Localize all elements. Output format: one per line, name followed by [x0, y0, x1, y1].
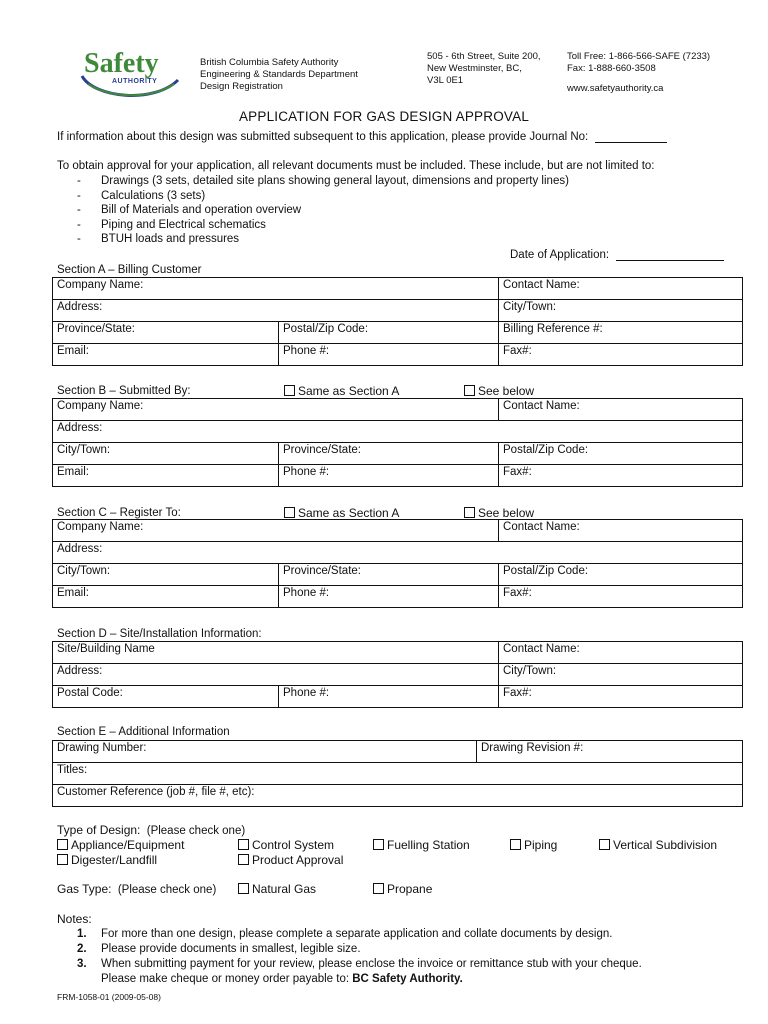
design-option-product-approval[interactable]: Product Approval — [238, 853, 343, 867]
checkbox[interactable] — [510, 839, 521, 850]
design-option-piping[interactable]: Piping — [510, 838, 557, 852]
checkbox[interactable] — [284, 507, 295, 518]
section-b-title: Section B – Submitted By: — [57, 385, 191, 397]
unit: Design Registration — [200, 81, 283, 92]
design-type-label: Type of Design: — [57, 823, 141, 837]
email-field[interactable]: Email: — [53, 465, 279, 487]
gas-option-natural-gas[interactable]: Natural Gas — [238, 882, 316, 896]
list-item: - Drawings (3 sets, detailed site plans showing general layout, dimensions and property lines) — [77, 175, 569, 187]
checkbox[interactable] — [599, 839, 610, 850]
fax-field[interactable]: Fax#: — [499, 344, 743, 366]
section-c-table — [52, 519, 743, 608]
journal-prompt: If information about this design was submitted subsequent to this application, please provide Journal No: — [57, 131, 589, 143]
design-option-digester[interactable]: Digester/Landfill — [57, 853, 157, 867]
postal-code-field[interactable]: Postal Code: — [53, 686, 279, 708]
section-d-title: Section D – Site/Installation Information: — [57, 628, 262, 640]
notes-label: Notes: — [57, 912, 92, 926]
design-option-vertical-subdivision[interactable]: Vertical Subdivision — [599, 838, 717, 852]
section-b-same-option[interactable]: Same as Section A — [284, 384, 399, 398]
date-of-application — [510, 249, 724, 261]
gas-type-hint: (Please check one) — [117, 884, 217, 896]
department: Engineering & Standards Department — [200, 69, 358, 80]
website: www.safetyauthority.ca — [567, 83, 664, 94]
company-name-field[interactable]: Company Name: — [53, 520, 499, 542]
logo — [74, 46, 186, 104]
address-line2: New Westminster, BC, — [427, 63, 522, 74]
gas-type-heading — [57, 882, 216, 896]
org-block — [200, 57, 358, 93]
list-item: 2. Please provide documents in smallest, legible size. — [77, 943, 361, 955]
section-e-title: Section E – Additional Information — [57, 726, 230, 738]
fax-field[interactable]: Fax#: — [499, 465, 743, 487]
checkbox[interactable] — [373, 883, 384, 894]
section-c-title: Section C – Register To: — [57, 507, 181, 519]
toll-free: Toll Free: 1-866-566-SAFE (7233) — [567, 51, 711, 62]
list-item: - Calculations (3 sets) — [77, 189, 206, 202]
postal-code-field[interactable]: Postal/Zip Code: — [279, 322, 499, 344]
list-item: - Piping and Electrical schematics — [77, 218, 266, 231]
checkbox[interactable] — [238, 883, 249, 894]
drawing-revision-field[interactable]: Drawing Revision #: — [477, 741, 743, 763]
journal-line — [57, 131, 667, 143]
form-id: FRM-1058-01 (2009-05-08) — [57, 992, 161, 1002]
design-option-appliance[interactable]: Appliance/Equipment — [57, 838, 184, 852]
titles-field[interactable]: Titles: — [53, 763, 743, 785]
journal-number-field[interactable] — [595, 142, 667, 143]
address-block — [427, 51, 541, 87]
contact-name-field[interactable]: Contact Name: — [499, 642, 743, 664]
contact-block — [567, 51, 710, 95]
drawing-number-field[interactable]: Drawing Number: — [53, 741, 477, 763]
contact-name-field[interactable]: Contact Name: — [499, 278, 743, 300]
list-item: 3. When submitting payment for your review, please enclose the invoice or remittance stub with your cheque. — [77, 958, 642, 970]
section-e-table — [52, 740, 743, 807]
checkbox[interactable] — [57, 839, 68, 850]
customer-reference-field[interactable]: Customer Reference (job #, file #, etc): — [53, 785, 743, 807]
fax-number: Fax: 1-888-660-3508 — [567, 63, 656, 74]
province-field[interactable]: Province/State: — [279, 443, 499, 465]
postal-code-field[interactable]: Postal/Zip Code: — [499, 564, 743, 586]
province-field[interactable]: Province/State: — [279, 564, 499, 586]
section-a-table — [52, 277, 743, 366]
city-field[interactable]: City/Town: — [53, 443, 279, 465]
design-option-fuelling-station[interactable]: Fuelling Station — [373, 838, 470, 852]
list-item: - Bill of Materials and operation overview — [77, 204, 302, 217]
section-b-table — [52, 398, 743, 487]
address-field[interactable]: Address: — [53, 421, 743, 443]
gas-option-propane[interactable]: Propane — [373, 882, 432, 896]
fax-field[interactable]: Fax#: — [499, 686, 743, 708]
intro-text: To obtain approval for your application, all relevant documents must be included. These include, but are not limited to: — [57, 160, 655, 172]
logo-text: Safety — [84, 48, 159, 79]
address-field[interactable]: Address: — [53, 542, 743, 564]
requirements-list — [77, 174, 569, 247]
date-field[interactable] — [616, 260, 724, 261]
phone-field[interactable]: Phone #: — [279, 586, 499, 608]
design-option-control-system[interactable]: Control System — [238, 838, 334, 852]
gas-type-label: Gas Type: — [57, 882, 112, 896]
contact-name-field[interactable]: Contact Name: — [499, 399, 743, 421]
section-c-see-below-option[interactable]: See below — [464, 506, 534, 520]
checkbox[interactable] — [373, 839, 384, 850]
site-building-name-field[interactable]: Site/Building Name — [53, 642, 499, 664]
company-name-field[interactable]: Company Name: — [53, 399, 499, 421]
phone-field[interactable]: Phone #: — [279, 465, 499, 487]
checkbox[interactable] — [464, 385, 475, 396]
logo-subtext: AUTHORITY — [112, 78, 158, 85]
phone-field[interactable]: Phone #: — [279, 344, 499, 366]
city-field[interactable]: City/Town: — [53, 564, 279, 586]
billing-reference-field[interactable]: Billing Reference #: — [499, 322, 743, 344]
payable-line: Please make cheque or money order payable to: BC Safety Authority. — [101, 973, 463, 985]
email-field[interactable]: Email: — [53, 344, 279, 366]
org-name: British Columbia Safety Authority — [200, 57, 339, 68]
fax-field[interactable]: Fax#: — [499, 586, 743, 608]
section-b-see-below-option[interactable]: See below — [464, 384, 534, 398]
postal-code-field[interactable]: Postal/Zip Code: — [499, 443, 743, 465]
list-item: 1. For more than one design, please complete a separate application and collate documents by design. — [77, 928, 613, 940]
list-item: - BTUH loads and pressures — [77, 233, 240, 246]
contact-name-field[interactable]: Contact Name: — [499, 520, 743, 542]
checkbox[interactable] — [238, 839, 249, 850]
notes-list — [77, 927, 642, 987]
address-field[interactable]: Address: — [53, 664, 499, 686]
address-line1: 505 - 6th Street, Suite 200, — [427, 51, 541, 62]
section-a-title: Section A – Billing Customer — [57, 264, 202, 276]
section-c-same-option[interactable]: Same as Section A — [284, 506, 399, 520]
city-field[interactable]: City/Town: — [499, 300, 743, 322]
date-label: Date of Application: — [510, 249, 610, 261]
address-field[interactable]: Address: — [53, 300, 499, 322]
phone-field[interactable]: Phone #: — [279, 686, 499, 708]
company-name-field[interactable]: Company Name: — [53, 278, 499, 300]
design-type-hint: (Please check one) — [146, 825, 246, 837]
checkbox[interactable] — [57, 854, 68, 865]
address-line3: V3L 0E1 — [427, 75, 464, 86]
checkbox[interactable] — [284, 385, 295, 396]
page-title: APPLICATION FOR GAS DESIGN APPROVAL — [238, 109, 530, 124]
checkbox[interactable] — [464, 507, 475, 518]
city-field[interactable]: City/Town: — [499, 664, 743, 686]
section-d-table — [52, 641, 743, 708]
province-field[interactable]: Province/State: — [53, 322, 279, 344]
email-field[interactable]: Email: — [53, 586, 279, 608]
checkbox[interactable] — [238, 854, 249, 865]
design-type-heading — [57, 823, 245, 837]
